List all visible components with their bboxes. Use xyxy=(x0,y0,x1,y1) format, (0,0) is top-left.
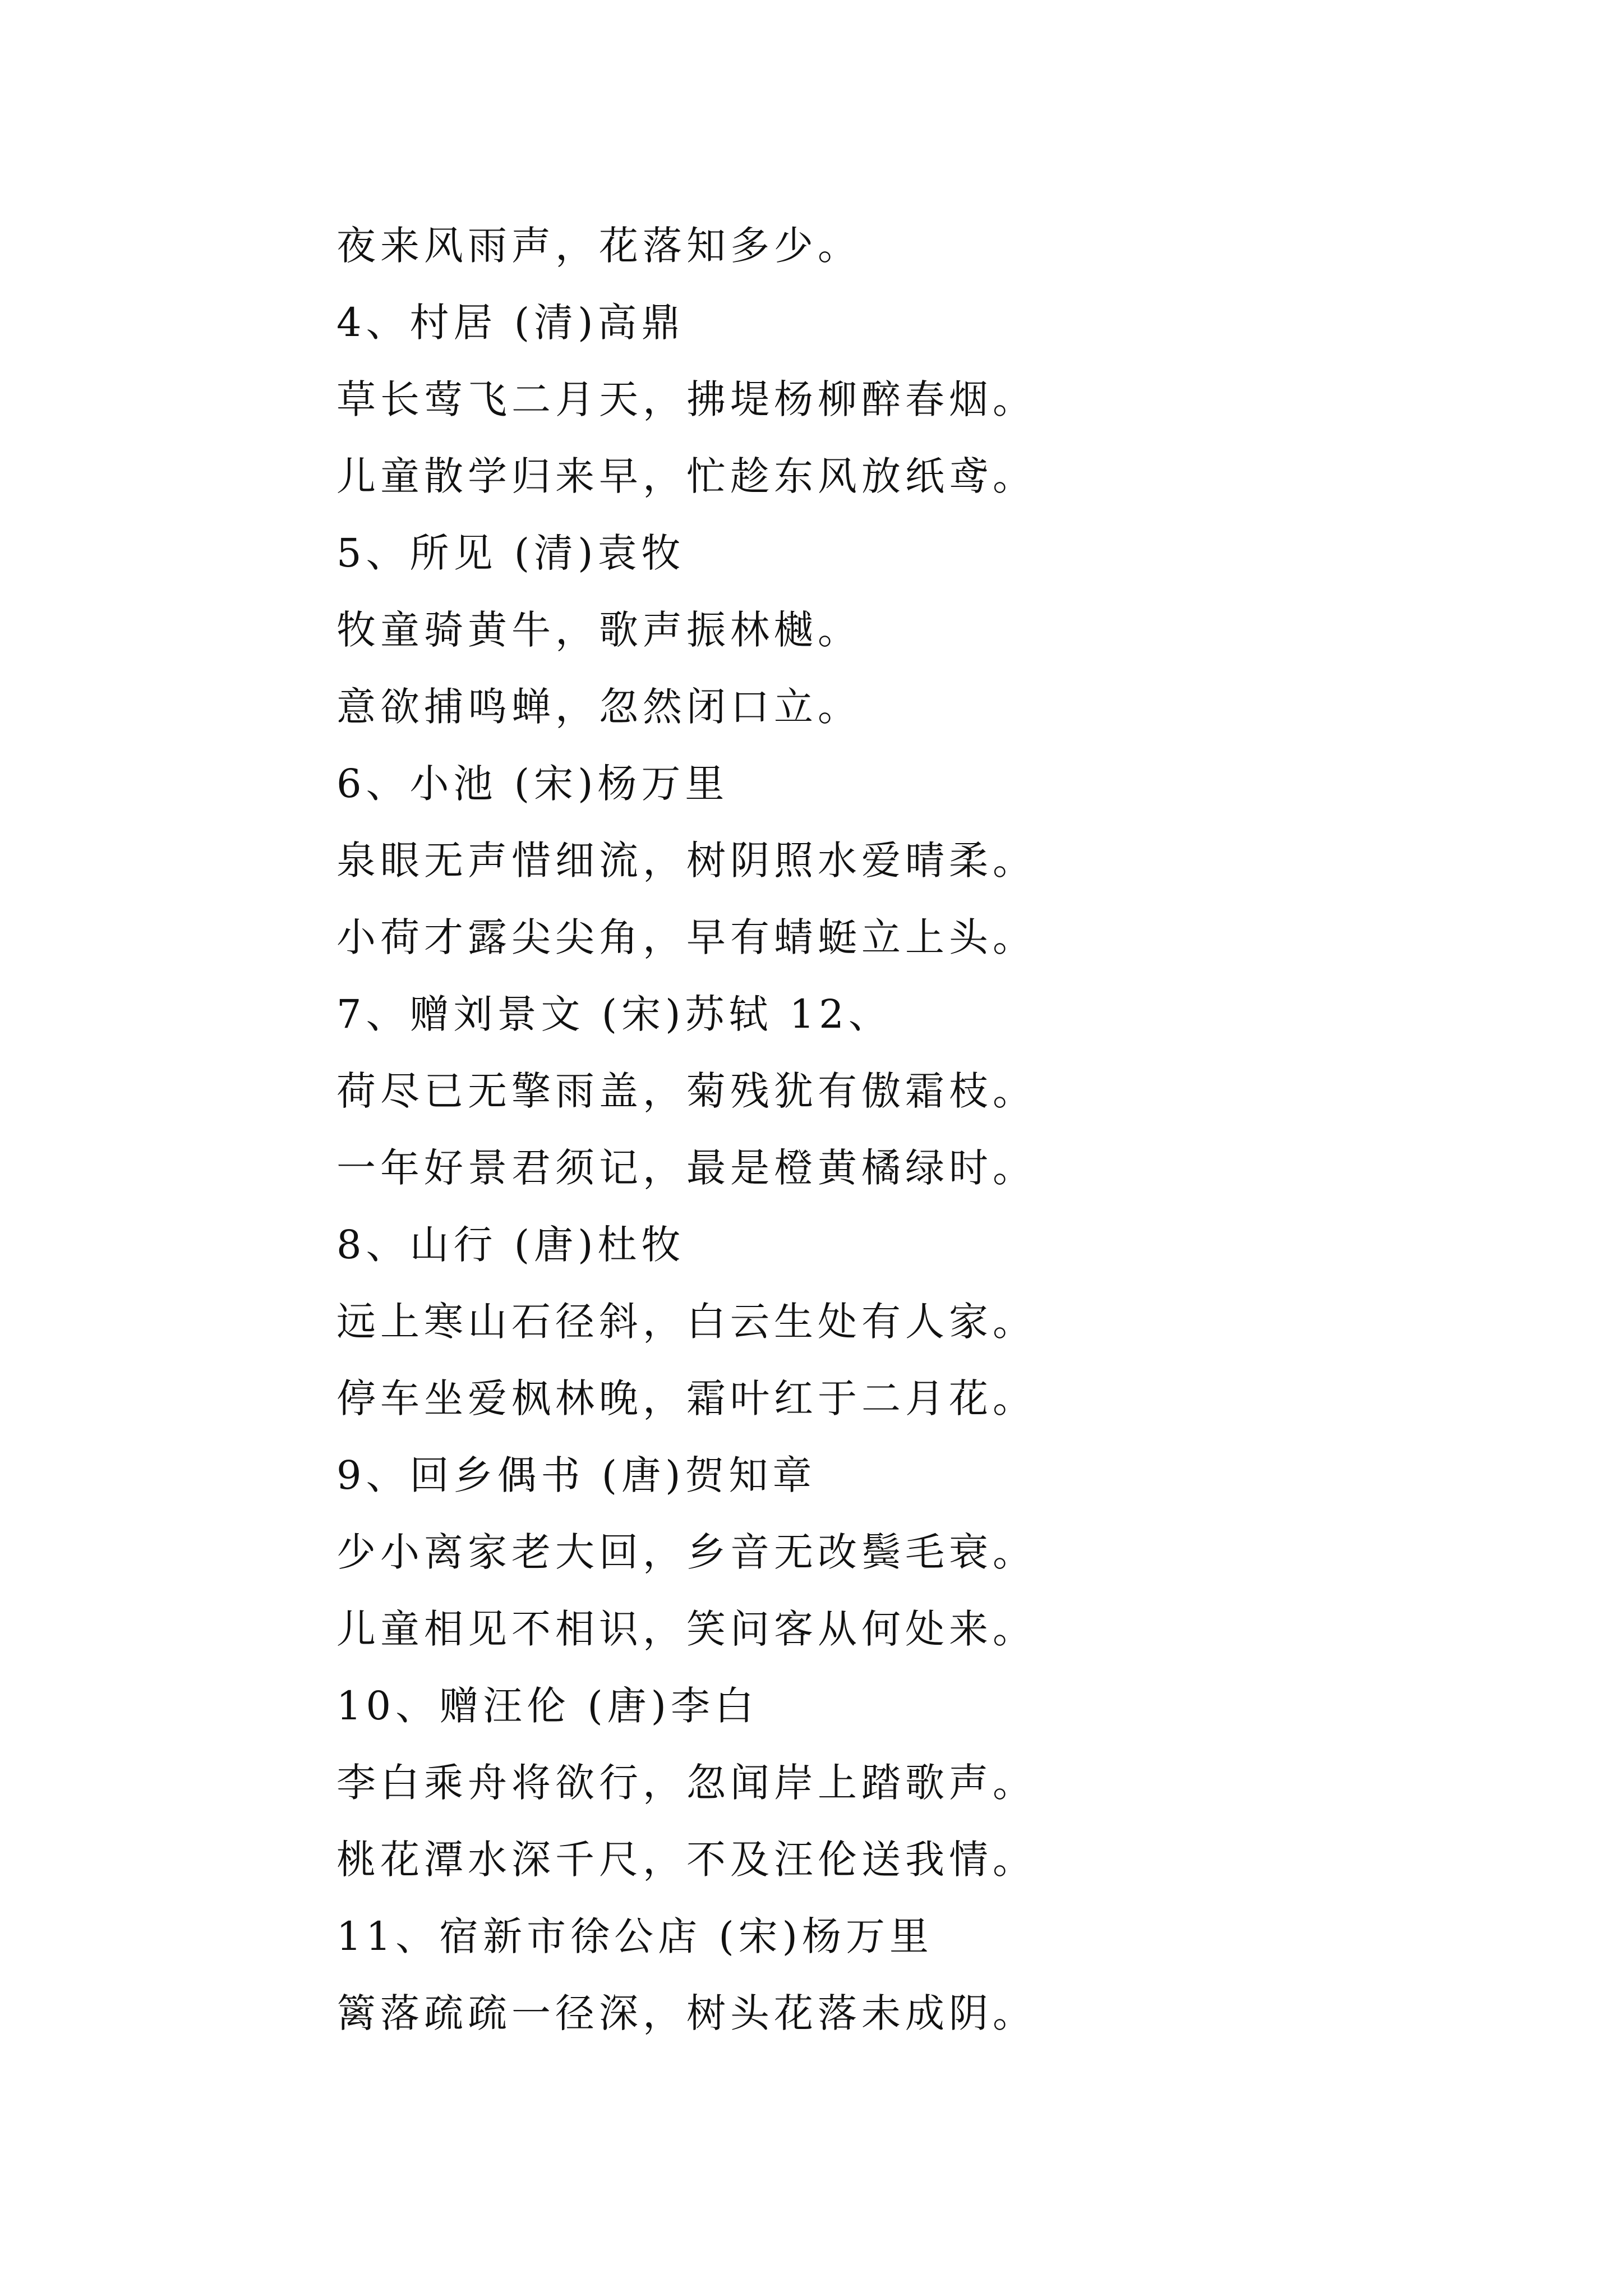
poem-heading: 5、所见 (清)袁牧 xyxy=(336,530,685,576)
poem-heading: 4、村居 (清)高鼎 xyxy=(336,300,685,346)
poem-line: 夜来风雨声，花落知多少。 xyxy=(336,223,861,269)
poem-heading: 11、宿新市徐公店 (宋)杨万里 xyxy=(336,1913,933,1959)
poem-line: 儿童相见不相识，笑问客从何处来。 xyxy=(336,1606,1036,1652)
poem-line: 桃花潭水深千尺，不及汪伦送我情。 xyxy=(336,1837,1036,1883)
poem-line: 泉眼无声惜细流，树阴照水爱晴柔。 xyxy=(336,838,1036,884)
poem-line: 远上寒山石径斜，白云生处有人家。 xyxy=(336,1299,1036,1345)
poem-line: 牧童骑黄牛，歌声振林樾。 xyxy=(336,607,861,653)
poem-line: 少小离家老大回，乡音无改鬓毛衰。 xyxy=(336,1529,1036,1575)
poem-line: 李白乘舟将欲行，忽闻岸上踏歌声。 xyxy=(336,1760,1036,1806)
poem-heading: 10、赠汪伦 (唐)李白 xyxy=(336,1683,758,1729)
poem-line: 篱落疏疏一径深，树头花落未成阴。 xyxy=(336,1990,1036,2036)
poem-heading: 8、山行 (唐)杜牧 xyxy=(336,1222,685,1268)
poem-line: 停车坐爱枫林晚，霜叶红于二月花。 xyxy=(336,1375,1036,1421)
poem-heading: 6、小池 (宋)杨万里 xyxy=(336,761,729,807)
poem-line: 意欲捕鸣蝉，忽然闭口立。 xyxy=(336,684,861,730)
poem-line: 草长莺飞二月天，拂堤杨柳醉春烟。 xyxy=(336,376,1036,422)
poem-heading: 9、回乡偶书 (唐)贺知章 xyxy=(336,1452,817,1498)
poem-line: 荷尽已无擎雨盖，菊残犹有傲霜枝。 xyxy=(336,1068,1036,1114)
poem-line: 小荷才露尖尖角，早有蜻蜓立上头。 xyxy=(336,914,1036,960)
poem-heading: 7、赠刘景文 (宋)苏轼 12、 xyxy=(336,991,892,1037)
document-page xyxy=(336,208,1542,2052)
poem-line: 一年好景君须记，最是橙黄橘绿时。 xyxy=(336,1145,1036,1191)
poem-line: 儿童散学归来早，忙趁东风放纸鸢。 xyxy=(336,453,1036,499)
